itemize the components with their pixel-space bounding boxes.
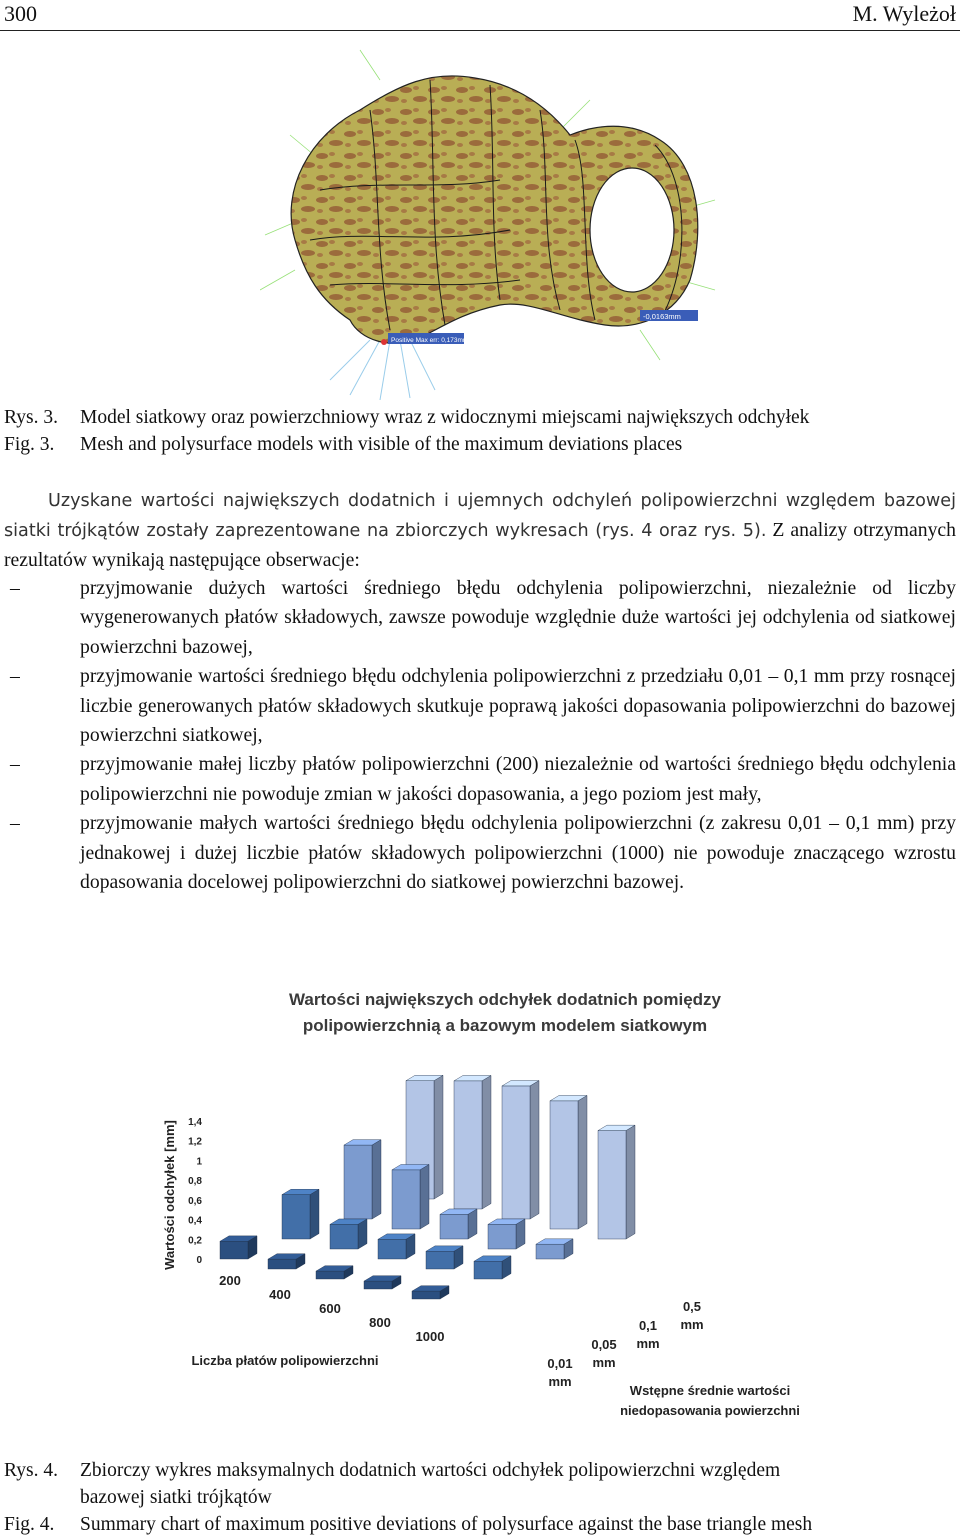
page-header bbox=[0, 0, 960, 31]
chart-z-axis-label-line1: Wstępne średnie wartości bbox=[629, 1383, 791, 1398]
bar bbox=[426, 1246, 463, 1269]
figure3-caption-en-text: Mesh and polysurface models with visible of the maximum deviations places bbox=[80, 434, 683, 455]
bar bbox=[488, 1219, 525, 1249]
figure4-caption-en-text: Summary chart of maximum positive deviations of polysurface against the base triangle mesh bbox=[80, 1514, 813, 1535]
mesh-hole bbox=[590, 168, 674, 292]
bar bbox=[550, 1095, 587, 1229]
bar bbox=[282, 1189, 319, 1239]
bar bbox=[598, 1125, 635, 1239]
list-dash: – bbox=[10, 665, 20, 688]
y-tick-label: 0,2 bbox=[188, 1235, 202, 1247]
bar bbox=[440, 1209, 477, 1239]
list-item-text: przyjmowanie małej liczby płatów polipowierzchni (200) niezależnie od wartości średniego błędu odchylenia polipowierzchni nie powoduje zmian w jakości dopasowania, a jego poziom jest mały, bbox=[80, 753, 956, 805]
y-tick-label: 0,8 bbox=[188, 1176, 202, 1188]
y-tick-label: 0,6 bbox=[188, 1195, 202, 1207]
y-tick-label: 1,2 bbox=[188, 1136, 202, 1148]
chart-title-line1: Wartości największych odchyłek dodatnich pomiędzy bbox=[288, 990, 722, 1009]
bar bbox=[378, 1234, 415, 1259]
bar bbox=[220, 1236, 257, 1259]
list-item bbox=[4, 809, 956, 897]
x-category-label: 1000 bbox=[415, 1329, 445, 1344]
bar bbox=[412, 1286, 449, 1299]
list-dash: – bbox=[10, 753, 20, 776]
x-category-label: 800 bbox=[369, 1315, 391, 1330]
bar bbox=[364, 1276, 401, 1289]
list-dash: – bbox=[10, 577, 20, 599]
bar bbox=[344, 1140, 381, 1219]
figure4-caption-pl-text-2: bazowej siatki trójkątów bbox=[80, 1487, 272, 1508]
figure3-caption-pl-label: Rys. 3. bbox=[4, 407, 58, 428]
x-category-label: 200 bbox=[219, 1273, 241, 1288]
depth-category-value: 0,5 bbox=[682, 1299, 702, 1314]
depth-category-value: 0,1 bbox=[638, 1318, 658, 1333]
bar bbox=[502, 1081, 539, 1219]
figure4-caption-pl-text: Zbiorczy wykres maksymalnych dodatnich wartości odchyłek polipowierzchni względem bbox=[80, 1460, 781, 1481]
max-deviation-point bbox=[381, 339, 387, 345]
depth-category-value: 0,01 bbox=[547, 1356, 573, 1371]
chart-x-axis-label: Liczba płatów polipowierzchni bbox=[191, 1353, 379, 1368]
figure4-caption-en bbox=[4, 1511, 812, 1538]
list-item bbox=[4, 750, 956, 809]
chart-z-axis-label-line2: niedopasowania powierzchni bbox=[620, 1403, 800, 1418]
deviation-label-negative: -0,0163mm bbox=[643, 312, 681, 321]
figure3-caption-pl-text: Model siatkowy oraz powierzchniowy wraz z widocznymi miejscami największych odchyłek bbox=[80, 407, 810, 428]
list-item bbox=[4, 574, 956, 662]
deviation-label-positive: Positive Max err: 0,173mm bbox=[391, 337, 469, 344]
chart-y-axis-label: Wartości odchyłek [mm] bbox=[162, 1120, 177, 1270]
depth-category-value: 0,05 bbox=[591, 1337, 617, 1352]
depth-category-unit: mm bbox=[592, 1355, 616, 1370]
y-tick-label: 1 bbox=[196, 1156, 202, 1168]
x-category-label: 600 bbox=[319, 1301, 341, 1316]
y-tick-label: 0 bbox=[196, 1255, 202, 1266]
list-item bbox=[4, 662, 956, 750]
page-number: 300 bbox=[4, 1, 37, 26]
figure4-caption-en-label: Fig. 4. bbox=[4, 1514, 55, 1535]
list-dash: – bbox=[10, 812, 20, 835]
figure3-caption-pl bbox=[4, 404, 809, 431]
depth-category-unit: mm bbox=[636, 1336, 660, 1351]
bar bbox=[474, 1256, 511, 1279]
running-head: M. Wyleżoł bbox=[852, 1, 956, 26]
body-paragraph bbox=[4, 486, 956, 575]
list-item-text: przyjmowanie małych wartości średniego błędu odchylenia polipowierzchni (z zakresu 0,01 – 0,1 mm) przy jednakowej i dużej liczbie płatów składowych polipowierzchni (1000) nie powoduje znaczącego wzrostu dopasowania docelowej polipowierzchni do siatkowej powierzchni bazowej. bbox=[80, 812, 956, 894]
mesh-model-figure bbox=[260, 40, 720, 400]
bar bbox=[316, 1266, 353, 1279]
list-item-text: przyjmowanie dużych wartości średniego błędu odchylenia polipowierzchni, niezależnie od liczby wygenerowanych płatów składowych, zawsze powoduje względnie duże wartości jej odchylenia od siatkowej powierzchni bazowej, bbox=[80, 577, 956, 658]
y-tick-label: 1,4 bbox=[188, 1117, 202, 1128]
bar bbox=[330, 1219, 367, 1249]
depth-category-unit: mm bbox=[680, 1317, 704, 1332]
blue-whiskers bbox=[330, 340, 435, 400]
observations-list bbox=[4, 574, 956, 897]
paragraph-serif-text: Z analizy otrzymanych rezultatów wynikają następujące obserwacje: bbox=[4, 519, 956, 571]
bar bbox=[536, 1239, 573, 1259]
depth-category-unit: mm bbox=[548, 1374, 572, 1389]
chart-title-line2: polipowierzchnią a bazowym modelem siatkowym bbox=[302, 1016, 708, 1035]
bar bbox=[392, 1164, 429, 1229]
figure4-caption-pl-line1 bbox=[4, 1457, 780, 1484]
bar bbox=[268, 1254, 305, 1269]
list-item-text: przyjmowanie wartości średniego błędu odchylenia polipowierzchni z przedziału 0,01 – 0,1 mm przy rosnącej liczbie generowanych płatów składowych skutkuje poprawą jakości dopasowania polipowierzchni do bazowej powierzchni siatkowej, bbox=[80, 665, 956, 747]
bar bbox=[454, 1075, 491, 1209]
figure3-caption-en-label: Fig. 3. bbox=[4, 434, 55, 455]
figure4-caption-pl-line2 bbox=[4, 1484, 272, 1511]
deviation-bar-chart bbox=[150, 985, 830, 1425]
paragraph-sans-text: Uzyskane wartości największych dodatnich i ujemnych odchyleń polipowierzchni względem bazowej siatki trójkątów zostały zaprezentowane na zbiorczych wykresach (rys. 4 oraz rys. 5). bbox=[4, 491, 956, 541]
x-category-label: 400 bbox=[269, 1287, 291, 1302]
y-tick-label: 0,4 bbox=[188, 1215, 202, 1227]
figure3-caption-en bbox=[4, 431, 682, 458]
figure4-caption-pl-label: Rys. 4. bbox=[4, 1460, 58, 1481]
